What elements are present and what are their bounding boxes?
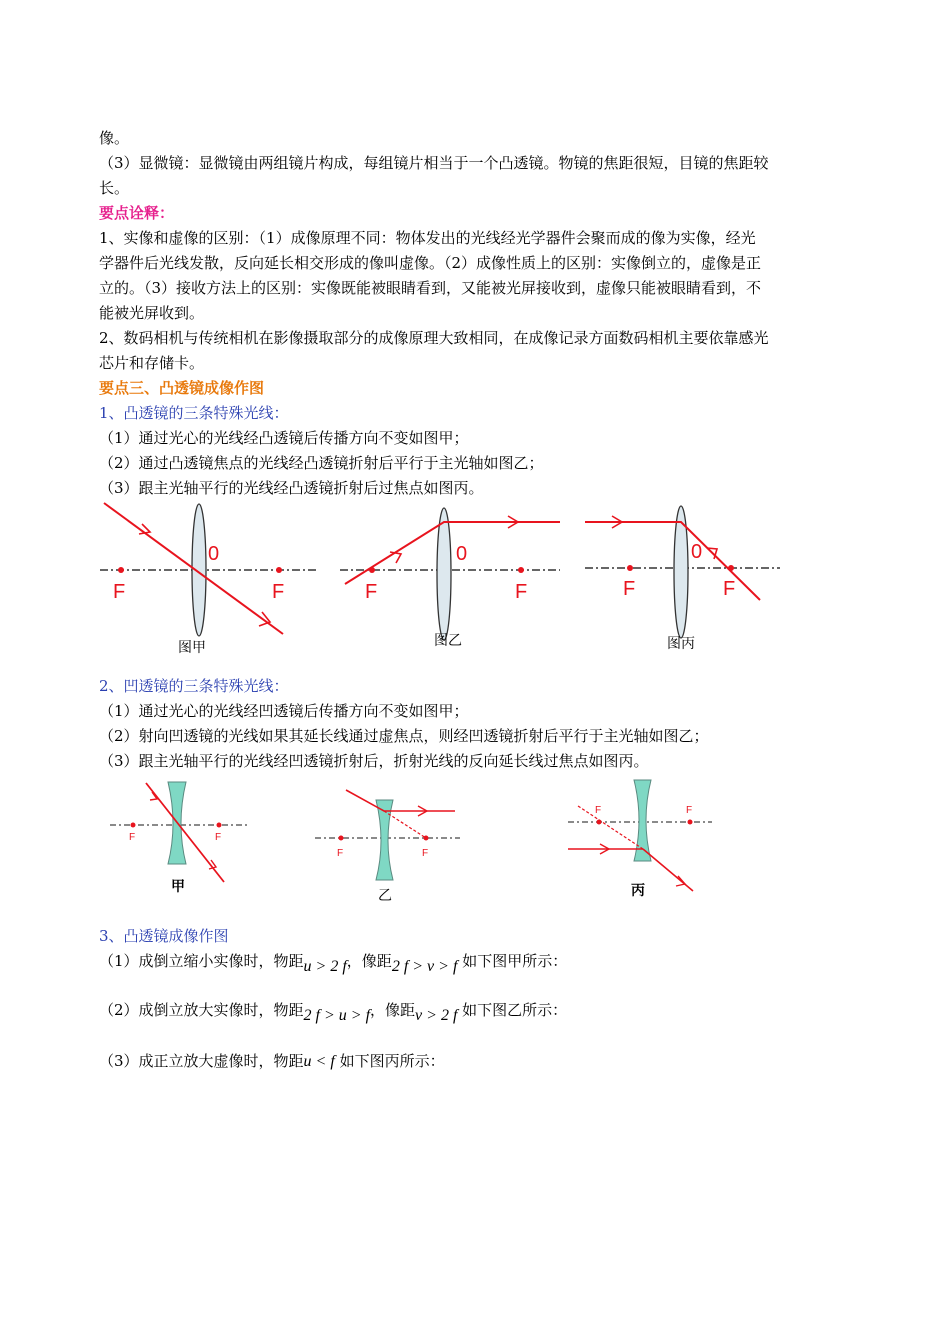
focal-label: F: [113, 581, 126, 603]
figure-caption: 丙: [631, 882, 645, 898]
extension-line: [578, 806, 643, 849]
formula-line-3: [99, 1051, 445, 1072]
concave-figure-yi: [315, 790, 460, 903]
formula: u > 2 f: [303, 958, 347, 975]
text: ，像距: [370, 1001, 416, 1019]
optical-center-label: 0: [208, 543, 220, 565]
optical-center-label: 0: [456, 543, 468, 565]
formula: v > 2 f: [415, 1007, 458, 1024]
subheading-convex-imaging: 3、凸透镜成像作图: [99, 927, 229, 945]
formula: u < f: [303, 1053, 335, 1070]
text-line: （2）射向凹透镜的光线如果其延长线通过虚焦点，则经凹透镜折射后平行于主光轴如图乙；: [99, 727, 709, 745]
section-label-key-points: 要点诠释：: [99, 204, 175, 222]
focal-label: F: [723, 578, 736, 600]
focal-point: [217, 823, 222, 828]
subheading-concave-rays: 2、凹透镜的三条特殊光线：: [99, 677, 289, 695]
concave-lens-diagrams: [0, 775, 950, 910]
text-line: （3）显微镜：显微镜由两组镜片构成，每组镜片相当于一个凸透镜。物镜的焦距很短，目镜的焦距较: [99, 154, 769, 172]
text: （2）成倒立放大实像时，物距: [99, 1001, 304, 1019]
focal-point: [627, 565, 633, 571]
convex-figure-jia: [100, 503, 318, 655]
text-line: 能被光屏收到。: [99, 304, 205, 322]
text-line: 学器件后光线发散，反向延长相交形成的像叫虚像。（2）成像性质上的区别：实像倒立的，虚像是正: [99, 254, 762, 272]
section-heading-three: 要点三、凸透镜成像作图: [99, 379, 265, 397]
light-ray: [345, 522, 560, 584]
text-line: 芯片和存储卡。: [99, 354, 205, 372]
convex-lens: [437, 508, 451, 640]
text-line: （3）跟主光轴平行的光线经凸透镜折射后过焦点如图丙。: [99, 479, 484, 497]
figure-caption: 图乙: [434, 632, 462, 648]
figure-caption: 图丙: [667, 635, 695, 651]
text-line: 长。: [99, 179, 130, 197]
focal-point: [131, 823, 136, 828]
text: 如下图丙所示：: [339, 1052, 445, 1070]
focal-point: [597, 820, 602, 825]
text: 如下图甲所示：: [462, 952, 568, 970]
concave-figure-bing: [568, 780, 712, 898]
formula-line-1: [99, 951, 568, 975]
figure-caption: 甲: [171, 878, 185, 894]
subheading-convex-rays: 1、凸透镜的三条特殊光线：: [99, 404, 289, 422]
light-ray: [346, 790, 455, 811]
text: 如下图乙所示：: [462, 1001, 568, 1019]
text-line: （1）通过光心的光线经凸透镜后传播方向不变如图甲；: [99, 429, 469, 447]
focal-point: [118, 567, 124, 573]
convex-lens-diagrams: [0, 495, 950, 660]
focal-point: [688, 820, 693, 825]
formula-line-2: [99, 1000, 568, 1024]
focal-point: [728, 565, 734, 571]
focal-point: [424, 836, 429, 841]
formula: 2 f > v > f: [391, 958, 458, 975]
light-ray: [643, 849, 693, 891]
focal-label: F: [686, 805, 693, 816]
text-line: 立的。（3）接收方法上的区别：实像既能被眼睛看到，又能被光屏接收到，虚像只能被眼睛看到，不: [99, 279, 762, 297]
focal-label: F: [422, 848, 429, 859]
concave-figure-jia: [110, 782, 250, 894]
text-line: （3）跟主光轴平行的光线经凹透镜折射后，折射光线的反向延长线过焦点如图丙。: [99, 752, 649, 770]
focal-label: F: [623, 578, 636, 600]
text-line: （2）通过凸透镜焦点的光线经凸透镜折射后平行于主光轴如图乙；: [99, 454, 544, 472]
focal-point: [276, 567, 282, 573]
focal-label: F: [515, 581, 528, 603]
optical-center-label: 0: [691, 541, 703, 563]
focal-label: F: [595, 805, 602, 816]
figure-caption: 图甲: [178, 639, 206, 655]
text-line: 1、实像和虚像的区别：（1）成像原理不同：物体发出的光线经光学器件会聚而成的像为实像，经光: [99, 229, 756, 247]
text: ，像距: [346, 952, 392, 970]
text: （1）成倒立缩小实像时，物距: [99, 952, 304, 970]
text-line: 像。: [99, 129, 130, 147]
figure-caption: 乙: [378, 887, 392, 903]
focal-point: [518, 567, 524, 573]
convex-figure-bing: [585, 506, 780, 651]
text-line: （1）通过光心的光线经凹透镜后传播方向不变如图甲；: [99, 702, 469, 720]
focal-label: F: [215, 832, 222, 843]
focal-label: F: [365, 581, 378, 603]
text-line: 2、数码相机与传统相机在影像摄取部分的成像原理大致相同，在成像记录方面数码相机主要依靠感光: [99, 329, 769, 347]
focal-label: F: [129, 832, 136, 843]
light-ray: [146, 783, 224, 882]
focal-point: [339, 836, 344, 841]
text: （3）成正立放大虚像时，物距: [99, 1052, 304, 1070]
convex-figure-yi: [340, 508, 560, 648]
focal-label: F: [272, 581, 285, 603]
focal-label: F: [337, 848, 344, 859]
formula: 2 f > u > f: [303, 1007, 371, 1024]
focal-point: [369, 567, 375, 573]
